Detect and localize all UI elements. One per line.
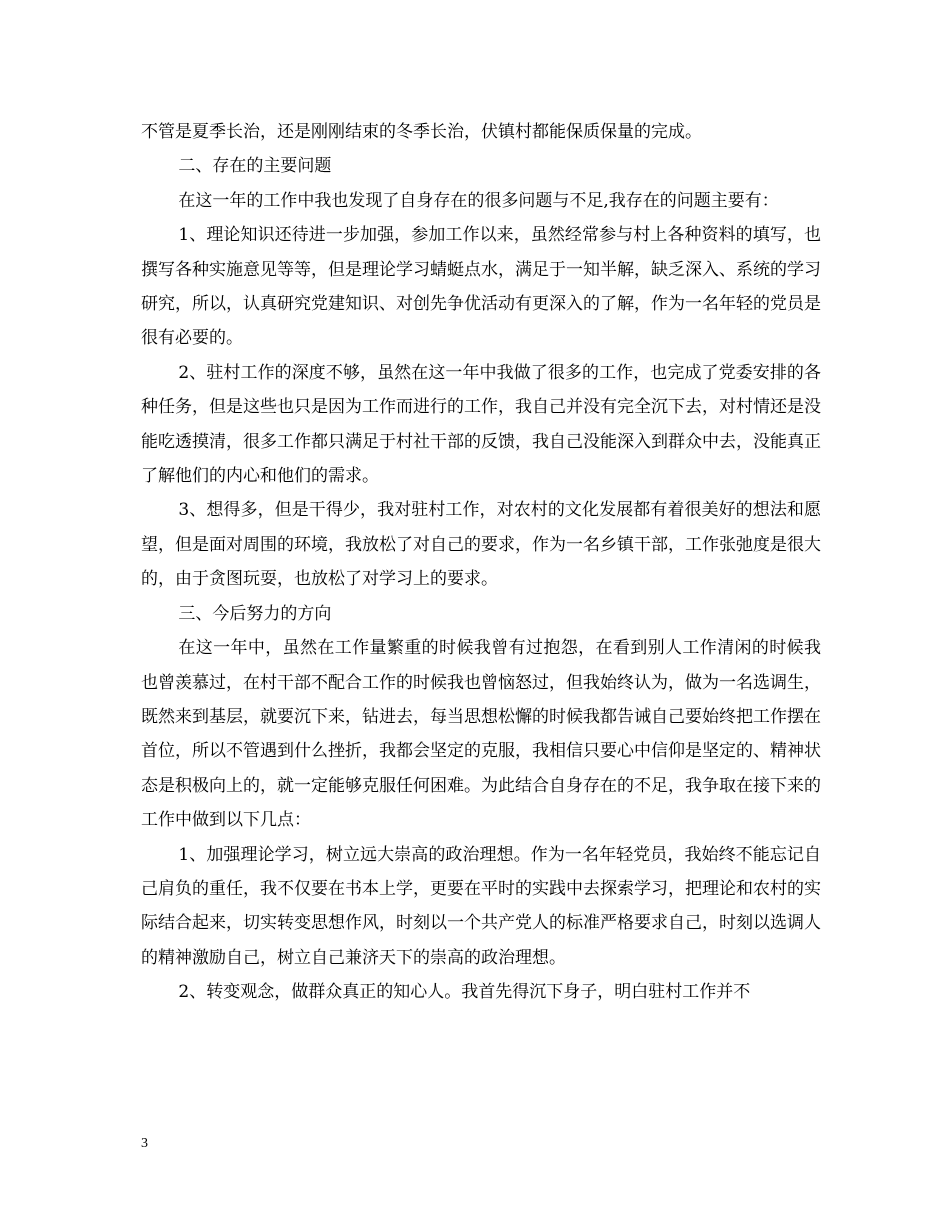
paragraph-continuation: 不管是夏季长治，还是刚刚结束的冬季长治，伏镇村都能保质保量的完成。 [141, 122, 702, 142]
paragraph-problems-intro: 在这一年的工作中我也发现了自身存在的很多问题与不足,我存在的问题主要有： [178, 190, 779, 211]
paragraph-problem-2: 2、驻村工作的深度不够，虽然在这一年中我做了很多的工作，也完成了党委安排的各种任务，但是这些也只是因为工作而进行的工作，我自己并没有完全沉下去，对村情还是没能吃透摸清，很多工作都只满足于村社干部的反馈，我自己没能深入到群众中去，没能真正了解他们的内心和他们的需求。 [141, 362, 821, 487]
paragraph-problem-1: 1、理论知识还待进一步加强，参加工作以来，虽然经常参与村上各种资料的填写，也撰写各种实施意见等等，但是理论学习蜻蜓点水，满足于一知半解，缺乏深入、系统的学习研究，所以，认真研究党建知识、对创先争优活动有更深入的了解，作为一名年轻的党员是很有必要的。 [141, 225, 821, 349]
paragraph-problem-3: 3、想得多，但是干得少，我对驻村工作，对农村的文化发展都有着很美好的想法和愿望，但是面对周围的环境，我放松了对自己的要求，作为一名乡镇干部，工作张弛度是很大的，由于贪图玩耍，也放松了对学习上的要求。 [141, 500, 821, 590]
paragraph-direction-2: 2、转变观念，做群众真正的知心人。我首先得沉下身子，明白驻村工作并不 [178, 982, 751, 1003]
document-body [141, 115, 821, 1010]
section-heading-problems: 二、存在的主要问题 [178, 156, 332, 177]
page-number: 3 [141, 1136, 148, 1151]
section-heading-direction: 三、今后努力的方向 [178, 603, 332, 624]
paragraph-direction-intro: 在这一年中，虽然在工作量繁重的时候我曾有过抱怨，在看到别人工作清闲的时候我也曾羡慕过，在村干部不配合工作的时候我也曾恼怒过，但我始终认为，做为一名选调生，既然来到基层，就要沉下来，钻进去，每当思想松懈的时候我都告诫自己要始终把工作摆在首位，所以不管遇到什么挫折，我都会坚定的克服，我相信只要心中信仰是坚定的、精神状态是积极向上的，就一定能够克服任何困难。为此结合自身存在的不足，我争取在接下来的工作中做到以下几点： [141, 638, 821, 831]
paragraph-direction-1: 1、加强理论学习，树立远大崇高的政治理想。作为一名年轻党员，我始终不能忘记自己肩负的重任，我不仅要在书本上学，更要在平时的实践中去探索学习，把理论和农村的实际结合起来，切实转变思想作风，时刻以一个共产党人的标准严格要求自己，时刻以选调人的精神激励自己，树立自己兼济天下的崇高的政治理想。 [141, 844, 821, 968]
